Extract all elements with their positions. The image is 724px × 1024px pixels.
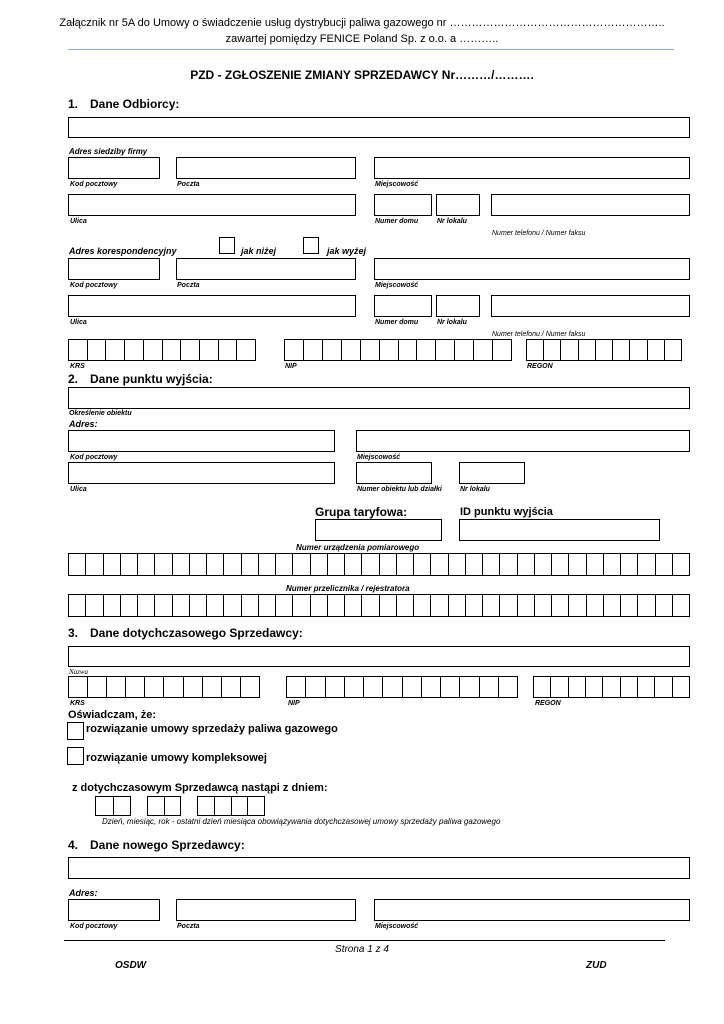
section-1-heading: 1. Dane Odbiorcy: <box>68 97 180 111</box>
footer-divider <box>64 940 665 941</box>
same-as-above-label: jak wyżej <box>327 246 367 256</box>
point-postal-code-field[interactable] <box>68 430 335 452</box>
point-flat-number-field[interactable] <box>459 462 525 484</box>
label-flat-number: Nr lokalu <box>460 486 490 493</box>
label-flat-number: Nr lokalu <box>437 319 467 326</box>
corr-post-office-field[interactable] <box>176 258 356 280</box>
label-postal-code: Kod pocztowy <box>70 181 118 188</box>
label-street: Ulica <box>70 319 87 326</box>
tariff-group-field[interactable] <box>315 519 442 541</box>
object-description-field[interactable] <box>68 387 690 409</box>
seat-flat-number-field[interactable] <box>436 194 480 216</box>
label-krs: KRS <box>70 363 85 370</box>
termination-month-cells[interactable] <box>147 796 181 816</box>
label-city: Miejscowość <box>375 282 419 289</box>
label-city: Miejscowość <box>357 454 401 461</box>
previous-seller-nip-cells[interactable] <box>286 676 518 698</box>
label-regon: REGON <box>535 700 561 707</box>
previous-seller-krs-cells[interactable] <box>68 676 260 698</box>
corr-city-field[interactable] <box>374 258 690 280</box>
new-seller-address-label: Adres: <box>69 888 98 898</box>
corr-house-number-field[interactable] <box>374 295 432 317</box>
section-4-heading: 4. Dane nowego Sprzedawcy: <box>68 838 245 852</box>
meter-number-label: Numer urządzenia pomiarowego <box>296 543 420 552</box>
point-address-label: Adres: <box>69 419 98 429</box>
customer-nip-cells[interactable] <box>284 339 512 361</box>
converter-number-label: Numer przelicznika / rejestratora <box>286 584 410 593</box>
termination-date-intro: z dotychczasowym Sprzedawcą nastąpi z dniem: <box>72 782 328 794</box>
correspondence-address-label: Adres korespondencyjny <box>69 246 177 256</box>
label-street: Ulica <box>70 218 87 225</box>
terminate-comprehensive-contract-checkbox[interactable] <box>67 747 84 765</box>
customer-krs-cells[interactable] <box>68 339 256 361</box>
form-title: PZD - ZGŁOSZENIE ZMIANY SPRZEDAWCY Nr………/………. <box>190 68 534 82</box>
previous-seller-regon-cells[interactable] <box>533 676 690 698</box>
previous-seller-name-field[interactable] <box>68 646 690 667</box>
terminate-sales-contract-label: rozwiązanie umowy sprzedaży paliwa gazowego <box>86 723 338 735</box>
page-number: Strona 1 z 4 <box>335 944 389 955</box>
label-flat-number: Nr lokalu <box>437 218 467 225</box>
header-divider <box>68 49 674 50</box>
termination-day-cells[interactable] <box>95 796 131 816</box>
new-seller-post-office-field[interactable] <box>176 899 356 921</box>
corr-postal-code-field[interactable] <box>68 258 160 280</box>
seat-address-label: Adres siedziby firmy <box>69 147 148 156</box>
label-house-number: Numer domu <box>375 218 419 225</box>
declaration-label: Oświadczam, że: <box>68 709 157 721</box>
label-regon: REGON <box>527 363 553 370</box>
meter-number-cells[interactable] <box>68 553 690 576</box>
label-post-office: Poczta <box>177 282 200 289</box>
label-city: Miejscowość <box>375 181 419 188</box>
new-seller-name-field[interactable] <box>68 857 690 879</box>
label-object-description: Określenie obiektu <box>69 410 132 417</box>
customer-name-field[interactable] <box>68 117 690 138</box>
label-street: Ulica <box>70 486 87 493</box>
header-line-2: zawartej pomiędzy FENICE Poland Sp. z o.o. a ……….. <box>225 33 499 45</box>
corr-street-field[interactable] <box>68 295 356 317</box>
terminate-sales-contract-checkbox[interactable] <box>67 722 84 740</box>
label-city: Miejscowość <box>375 923 419 930</box>
label-krs: KRS <box>70 700 85 707</box>
corr-flat-number-field[interactable] <box>436 295 480 317</box>
label-phone-fax: Numer telefonu / Numer faksu <box>492 331 586 338</box>
seat-postal-code-field[interactable] <box>68 157 160 179</box>
label-postal-code: Kod pocztowy <box>70 454 118 461</box>
seat-city-field[interactable] <box>374 157 690 179</box>
label-object-number: Numer obiektu lub działki <box>357 486 442 493</box>
label-postal-code: Kod pocztowy <box>70 282 118 289</box>
new-seller-city-field[interactable] <box>374 899 690 921</box>
terminate-comprehensive-contract-label: rozwiązanie umowy kompleksowej <box>86 752 267 764</box>
termination-date-note: Dzień, miesiąc, rok - ostatni dzień miesiąca obowiązywania dotychczasowej umowy sprzedaży paliwa gazowego <box>102 817 501 826</box>
corr-phone-fax-field[interactable] <box>491 295 690 317</box>
seat-phone-fax-field[interactable] <box>491 194 690 216</box>
label-nip: NIP <box>285 363 297 370</box>
point-city-field[interactable] <box>356 430 690 452</box>
section-3-heading: 3. Dane dotychczasowego Sprzedawcy: <box>68 626 303 640</box>
label-phone-fax: Numer telefonu / Numer faksu <box>492 230 586 237</box>
label-post-office: Poczta <box>177 181 200 188</box>
label-house-number: Numer domu <box>375 319 419 326</box>
section-2-heading: 2. Dane punktu wyjścia: <box>68 372 213 386</box>
label-nip: NIP <box>288 700 300 707</box>
label-postal-code: Kod pocztowy <box>70 923 118 930</box>
exit-point-id-label: ID punktu wyjścia <box>460 506 553 518</box>
point-street-field[interactable] <box>68 462 335 484</box>
point-object-number-field[interactable] <box>356 462 432 484</box>
customer-regon-cells[interactable] <box>526 339 682 361</box>
same-as-below-checkbox[interactable] <box>219 237 235 254</box>
same-as-below-label: jak niżej <box>241 246 277 256</box>
termination-year-cells[interactable] <box>197 796 265 816</box>
footer-left-code: OSDW <box>115 960 147 971</box>
same-as-above-checkbox[interactable] <box>303 237 319 254</box>
new-seller-postal-code-field[interactable] <box>68 899 160 921</box>
footer-right-code: ZUD <box>586 960 607 971</box>
seat-post-office-field[interactable] <box>176 157 356 179</box>
header-line-1: Załącznik nr 5A do Umowy o świadczenie usług dystrybucji paliwa gazowego nr ………………………………………………….. <box>59 17 665 29</box>
tariff-group-label: Grupa taryfowa: <box>315 505 408 519</box>
label-post-office: Poczta <box>177 923 200 930</box>
seat-house-number-field[interactable] <box>374 194 432 216</box>
label-name: Nazwa <box>69 668 89 676</box>
converter-number-cells[interactable] <box>68 594 690 617</box>
exit-point-id-field[interactable] <box>459 519 660 541</box>
seat-street-field[interactable] <box>68 194 356 216</box>
